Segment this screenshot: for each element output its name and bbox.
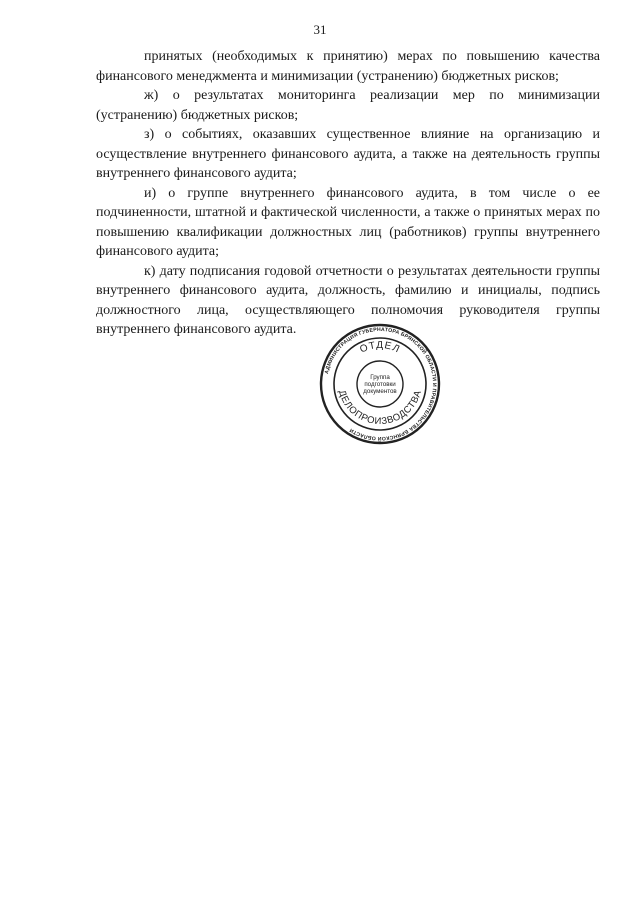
document-body <box>96 47 600 340</box>
stamp-center-line-2: подготовки <box>364 381 396 388</box>
paragraph-zh: ж) о результатах мониторинга реализации мер по минимизации (устранению) бюджетных рисков; <box>96 88 600 123</box>
official-stamp <box>318 322 442 446</box>
paragraph-z: з) о событиях, оказавших существенное влияние на организацию и осуществление внутреннего финансового аудита, а также на деятельность группы внутреннего финансового аудита; <box>96 127 600 181</box>
paragraph-i: и) о группе внутреннего финансового аудита, в том числе о ее подчиненности, штатной и фактической численности, а также о принятых мерах по повышению квалификации должностных лиц (работников) группы внутреннего финансового аудита; <box>96 185 600 259</box>
stamp-ring-text-top: ОТДЕЛ <box>358 339 402 356</box>
page-number: 31 <box>313 22 327 37</box>
stamp-center-line-1: Группа <box>370 374 390 381</box>
stamp-seal-graphic <box>318 322 442 446</box>
paragraph-k: к) дату подписания годовой отчетности о результатах деятельности группы внутреннего финансового аудита, должность, фамилию и инициалы, подпись должностного лица, осуществляющего полномочия руководителя группы внутреннего финансового аудита. <box>96 263 600 337</box>
stamp-center-line-3: документов <box>363 388 397 395</box>
stamp-ring-text-bottom: ДЕЛОПРОИЗВОДСТВА <box>335 388 425 428</box>
stamp-outer-text: АДМИНИСТРАЦИЯ ГУБЕРНАТОРА БРЯНСКОЙ ОБЛАСТИ И ПРАВИТЕЛЬСТВА БРЯНСКОЙ ОБЛАСТИ <box>323 326 438 442</box>
svg-text:ОТДЕЛ <box>358 340 402 356</box>
paragraph-continued: принятых (необходимых к принятию) мерах по повышению качества финансового менеджмента и минимизации (устранению) бюджетных рисков; <box>96 49 600 84</box>
